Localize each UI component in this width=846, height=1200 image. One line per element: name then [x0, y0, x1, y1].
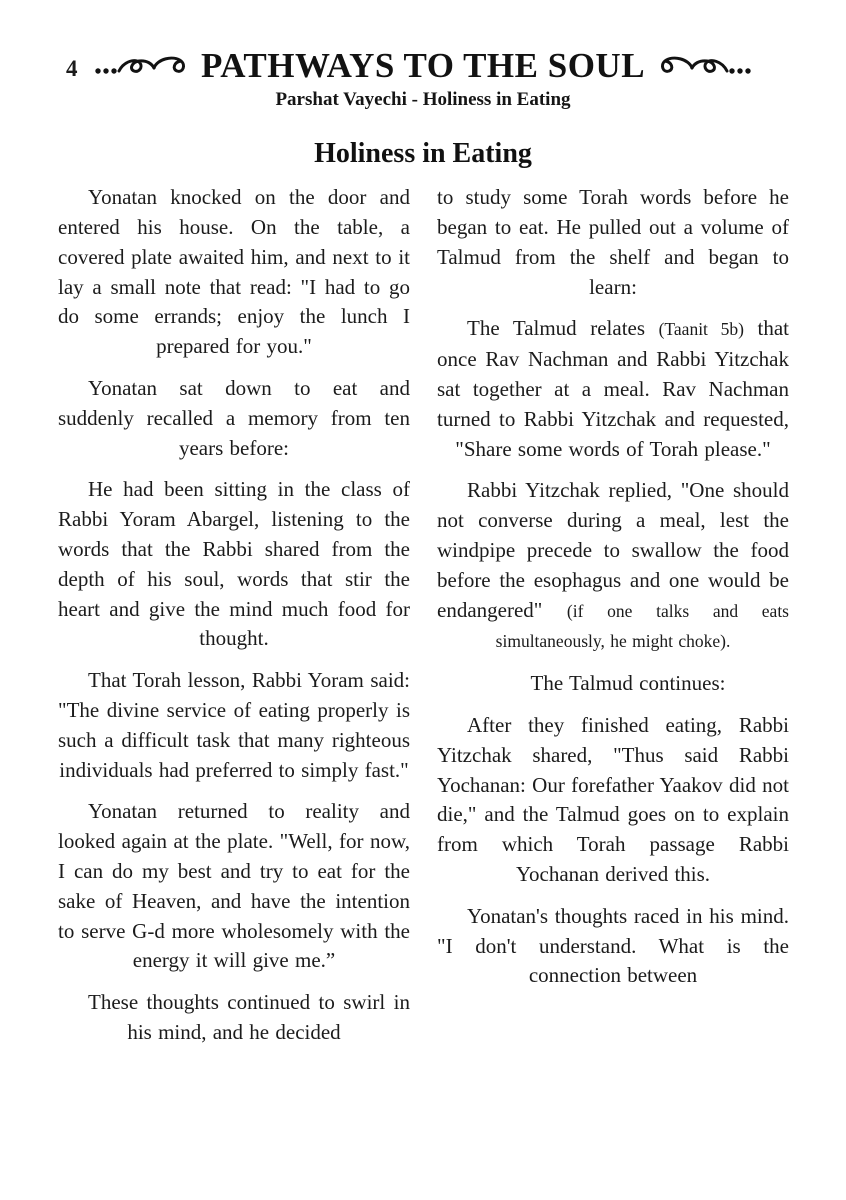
issue-subtitle: Parshat Vayechi - Holiness in Eating — [275, 89, 571, 111]
paragraph — [58, 797, 410, 976]
text-run: Yonatan returned to reality and looked again at the plate. "Well, for now, I can do my best and try to eat for the sake of Heaven, and have the intention to serve G-d more wholesomely with the energy it will give me.” — [58, 799, 410, 973]
section-title: Holiness in Eating — [314, 138, 532, 170]
text-run: Yonatan's thoughts raced in his mind. "I don't understand. What is the connection between — [437, 903, 789, 988]
text-run: Yonatan sat down to eat and suddenly recalled a memory from ten years before: — [58, 376, 410, 460]
paragraph — [58, 183, 410, 362]
text-run: These thoughts continued to swirl in his mind, and he decided — [88, 990, 410, 1044]
paragraph — [437, 711, 789, 890]
paragraph — [58, 475, 410, 654]
text-run: The Talmud continues: — [530, 671, 726, 696]
paragraph — [437, 902, 789, 991]
paragraph — [437, 476, 789, 657]
text-run: After they finished eating, Rabbi Yitzchak shared, "Thus said Rabbi Yochanan: Our forefather Yaakov did not die," and the Talmud goes on to explain from which Torah passage Rabbi Yochanan derived this. — [437, 713, 789, 886]
text-run: That Torah lesson, Rabbi Yoram said: "The divine service of eating properly is such a difficult task that many righteous individuals had preferred to simply fast." — [58, 668, 410, 782]
paragraph — [437, 669, 789, 699]
paragraph — [58, 988, 410, 1048]
publication-title: PATHWAYS TO THE SOUL — [200, 46, 646, 85]
text-run: that once Rav Nachman and Rabbi Yitzchak sat together at a meal. Rav Nachman turned to Rabbi Yitzchak and requested, "Share some words of Torah please." — [437, 316, 789, 461]
text-run: to study some Torah words before he began to eat. He pulled out a volume of Talmud from the shelf and began to learn: — [437, 185, 789, 299]
paragraph — [58, 374, 410, 463]
flourish-left-icon — [93, 51, 193, 81]
two-column-body — [0, 183, 846, 1060]
page-number: 4 — [66, 56, 78, 81]
left-column — [58, 183, 410, 1060]
inline-citation: (Taanit 5b) — [658, 319, 744, 340]
right-column — [437, 183, 789, 1060]
text-run: Yonatan knocked on the door and entered his house. On the table, a covered plate awaited him, and next to it lay a small note that read: "I had to go do some errands; enjoy the lunch I prepared for you." — [58, 185, 410, 359]
text-run: He had been sitting in the class of Rabbi Yoram Abargel, listening to the words that the Rabbi shared from the depth of his soul, words that stir the heart and give the mind much food for thought. — [58, 477, 410, 651]
paragraph — [58, 666, 410, 785]
text-run: The Talmud relates — [467, 316, 659, 341]
paragraph — [437, 183, 789, 302]
text-run: Rabbi Yitzchak replied, "One should not converse during a meal, lest the windpipe precede to swallow the food before the esophagus and one would be endangered" — [437, 478, 789, 622]
inline-citation: (if one talks and eats simultaneously, he might choke). — [495, 600, 789, 652]
masthead — [0, 0, 846, 86]
paragraph — [437, 314, 789, 464]
flourish-right-icon — [653, 51, 753, 81]
page-header — [0, 0, 846, 111]
